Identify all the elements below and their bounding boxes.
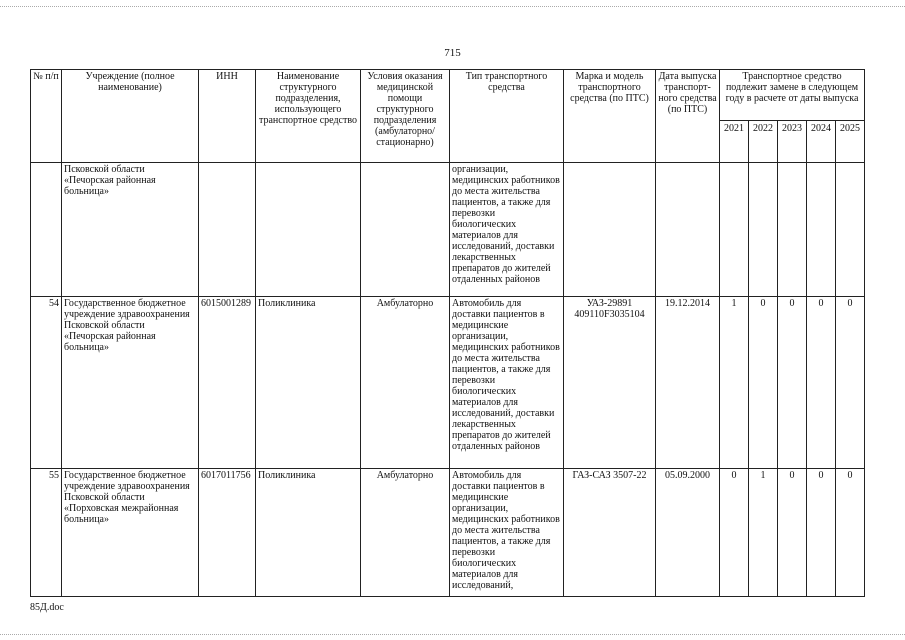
cell-vehicle-type: организации, медицинских работников до места жительства пациентов, а также для перевозки биологических материалов для исследований, доставки лекарственных препаратов до жителей отдаленных районов: [450, 163, 564, 297]
cell-release-date: 05.09.2000: [656, 469, 720, 597]
cell-year: 0: [720, 469, 749, 597]
cell-institution: Государственное бюджетное учреждение здравоохранения Псковской области «Порховская межрайонная больница»: [62, 469, 199, 597]
header-institution: Учреждение (полное наименование): [62, 70, 199, 163]
table-row: [31, 297, 865, 469]
header-unit: Наименование структурного подразделения, использующего транспортное средство: [256, 70, 361, 163]
header-brand: Марка и модель транспортного средства (по ПТС): [564, 70, 656, 163]
header-year: 2023: [778, 121, 807, 163]
cell-num: 55: [31, 469, 62, 597]
cell-brand: ГАЗ-САЗ 3507-22: [564, 469, 656, 597]
header-year: 2022: [749, 121, 778, 163]
vehicle-table: [30, 69, 865, 597]
cell-year: 0: [778, 297, 807, 469]
cell-year: 0: [807, 469, 836, 597]
cell-vehicle-type: Автомобиль для доставки пациентов в медицинские организации, медицинских работников до места жительства пациентов, а также для перевозки биологических материалов для исследований,: [450, 469, 564, 597]
cell-conditions: Амбулаторно: [361, 297, 450, 469]
header-year: 2025: [836, 121, 865, 163]
cell-unit: Поликлиника: [256, 297, 361, 469]
cell-brand: [564, 163, 656, 297]
scan-edge-bottom: [0, 634, 905, 635]
cell-year: 1: [720, 297, 749, 469]
cell-vehicle-type: Автомобиль для доставки пациентов в медицинские организации, медицинских работников до места жительства пациентов, а также для перевозки биологических материалов для исследований, доставки лекарственных препаратов до жителей отдаленных районов: [450, 297, 564, 469]
table-row: [31, 163, 865, 297]
cell-year: 0: [778, 469, 807, 597]
cell-unit: [256, 163, 361, 297]
cell-conditions: Амбулаторно: [361, 469, 450, 597]
header-release-date: Дата выпуска транспорт-ного средства (по ПТС): [656, 70, 720, 163]
cell-release-date: 19.12.2014: [656, 297, 720, 469]
cell-brand: УАЗ-29891 409110F3035104: [564, 297, 656, 469]
scan-edge-top: [0, 6, 905, 7]
footer-filename: 85Д.doc: [30, 602, 64, 613]
table-row: [31, 469, 865, 597]
header-year: 2021: [720, 121, 749, 163]
header-num: № п/п: [31, 70, 62, 163]
cell-year: 1: [749, 469, 778, 597]
cell-institution: Псковской области «Печорская районная больница»: [62, 163, 199, 297]
cell-year: [836, 163, 865, 297]
cell-conditions: [361, 163, 450, 297]
header-conditions: Условия оказания медицинской помощи структурного подразделения (амбулаторно/ стационарно): [361, 70, 450, 163]
cell-year: 0: [807, 297, 836, 469]
cell-year: [807, 163, 836, 297]
header-vehicle-type: Тип транспортного средства: [450, 70, 564, 163]
page-number: 715: [444, 47, 461, 59]
header-replacement: Транспортное средство подлежит замене в следующем году в расчете от даты выпуска: [720, 70, 865, 121]
cell-year: [720, 163, 749, 297]
cell-inn: 6015001289: [199, 297, 256, 469]
cell-year: [778, 163, 807, 297]
cell-num: 54: [31, 297, 62, 469]
header-inn: ИНН: [199, 70, 256, 163]
cell-num: [31, 163, 62, 297]
cell-year: 0: [836, 469, 865, 597]
cell-inn: 6017011756: [199, 469, 256, 597]
cell-release-date: [656, 163, 720, 297]
cell-year: 0: [836, 297, 865, 469]
cell-year: 0: [749, 297, 778, 469]
cell-year: [749, 163, 778, 297]
header-year: 2024: [807, 121, 836, 163]
cell-institution: Государственное бюджетное учреждение здравоохранения Псковской области «Печорская районная больница»: [62, 297, 199, 469]
cell-inn: [199, 163, 256, 297]
cell-unit: Поликлиника: [256, 469, 361, 597]
